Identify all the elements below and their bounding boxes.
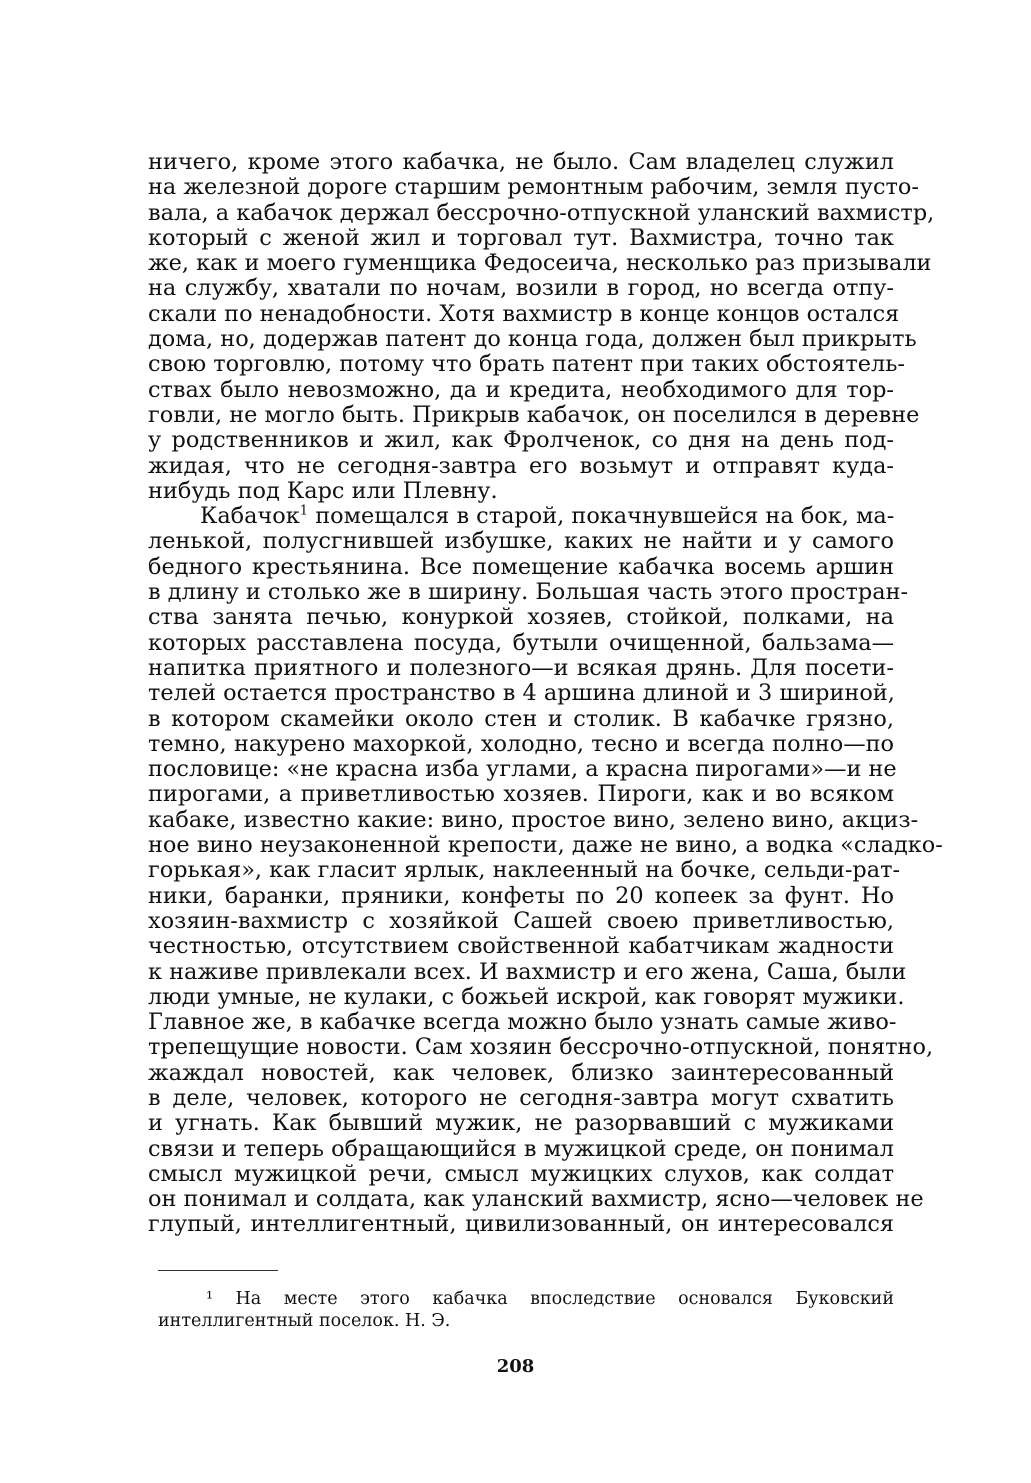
text-line: ства занята печью, конуркой хозяев, стойкой, полками, на (148, 604, 894, 631)
text-line: вала, а кабачок держал бессрочно-отпускной уланский вахмистр, (148, 199, 935, 226)
text-line: смысл мужицкой речи, смысл мужицких слухов, как солдат (148, 1160, 894, 1187)
text-line: кабаке, известно какие: вино, простое вино, зелено вино, акциз- (148, 806, 919, 833)
text-line: люди умные, не кулаки, с божьей искрой, как говорят мужики. (148, 983, 905, 1010)
text-line: и угнать. Как бывший мужик, не разорвавший с мужиками (148, 1110, 894, 1137)
text-line: глупый, интеллигентный, цивилизованный, он интересовался (148, 1211, 894, 1238)
text-line: бедного крестьянина. Все помещение кабачка восемь аршин (148, 553, 894, 580)
text-line: ничего, кроме этого кабачка, не было. Сам владелец служил (148, 149, 894, 175)
text-line (148, 504, 894, 529)
main-text (148, 149, 943, 1238)
footnote-line: интеллигентный поселок. Н. Э. (158, 1311, 451, 1331)
footnote-line: ¹ На месте этого кабачка впоследствие основался Буковский (206, 1289, 894, 1309)
footnote-rule (158, 1270, 278, 1271)
text-line: говли, не могло быть. Прикрыв кабачок, он поселился в деревне (148, 401, 920, 428)
text-line: в длину и столько же в ширину. Большая часть этого простран- (148, 579, 909, 606)
text-line: жаждал новостей, как человек, близко заинтересованный (148, 1059, 894, 1086)
text-line: телей остается пространство в 4 аршина длиной и 3 шириной, (148, 680, 895, 707)
text-line: на службу, хватали по ночам, возили в город, но всегда отпу- (148, 275, 894, 302)
text-line: ники, баранки, пряники, конфеты по 20 копеек за фунт. Но (148, 882, 894, 909)
text-line: скали по ненадобности. Хотя вахмистр в конце концов остался (148, 300, 900, 327)
text-line: который с женой жил и торговал тут. Вахмистра, точно так (148, 224, 894, 251)
text-line: он понимал и солдата, как уланский вахмистр, ясно—человек не (148, 1186, 924, 1213)
text-line: в деле, человек, которого не сегодня-завтра могут схватить (148, 1084, 894, 1111)
text-line: которых расставлена посуда, бутыли очищенной, бальзама— (148, 629, 894, 656)
text-line: трепещущие новости. Сам хозяин бессрочно-отпускной, понятно, (148, 1034, 934, 1061)
text-line: пословице: «не красна изба углами, а красна пирогами»—и не (148, 756, 897, 783)
text-line: напитка приятного и полезного—и всякая дрянь. Для посети- (148, 654, 894, 681)
text-line: на железной дороге старшим ремонтным рабочим, земля пусто- (148, 174, 919, 201)
text-line: горькая», как гласит ярлык, наклеенный на бочке, сельди-рат- (148, 857, 901, 884)
text-run: помещался в старой, покачнувшейся на бок, ма- (308, 503, 895, 530)
text-line: ное вино неузаконенной крепости, даже не вино, а водка «сладко- (148, 832, 943, 859)
text-line: дома, но, додержав патент до конца года, должен был прикрыть (148, 326, 917, 353)
text-line: в котором скамейки около стен и столик. В кабачке грязно, (148, 705, 894, 732)
text-line: хозяин-вахмистр с хозяйкой Сашей своею приветливостью, (148, 907, 894, 934)
text-line: же, как и моего гуменщика Федосеича, несколько раз призывали (148, 250, 932, 277)
footnote-anchor-word: Кабачок (200, 503, 300, 530)
text-line: темно, накурено махоркой, холодно, тесно и всегда полно—по (148, 730, 894, 757)
text-line: свою торговлю, потому что брать патент при таких обстоятель- (148, 351, 905, 378)
page-number: 208 (496, 1356, 535, 1377)
paragraph-1 (148, 149, 935, 504)
text-line: жидая, что не сегодня-завтра его возьмут и отправят куда- (148, 452, 894, 479)
text-line: нибудь под Карс или Плевну. (148, 477, 498, 504)
text-line: ленькой, полусгнившей избушке, каких не найти и у самого (148, 528, 894, 555)
text-line: пирогами, а приветливостью хозяев. Пироги, как и во всяком (148, 781, 894, 808)
text-line: у родственников и жил, как Фролченок, со дня на день под- (148, 427, 894, 454)
footnote-marker[interactable]: 1 (299, 503, 309, 519)
text-line: Главное же, в кабачке всегда можно было узнать самые живо- (148, 1009, 897, 1036)
text-line: к наживе привлекали всех. И вахмистр и его жена, Саша, были (148, 958, 907, 985)
text-line: ствах было невозможно, да и кредита, необходимого для тор- (148, 376, 894, 403)
text-line: честностью, отсутствием свойственной кабатчикам жадности (148, 933, 894, 960)
paragraph-2 (148, 503, 943, 1238)
footnote (158, 1288, 894, 1332)
text-line: связи и теперь обращающийся в мужицкой среде, он понимал (148, 1135, 894, 1162)
